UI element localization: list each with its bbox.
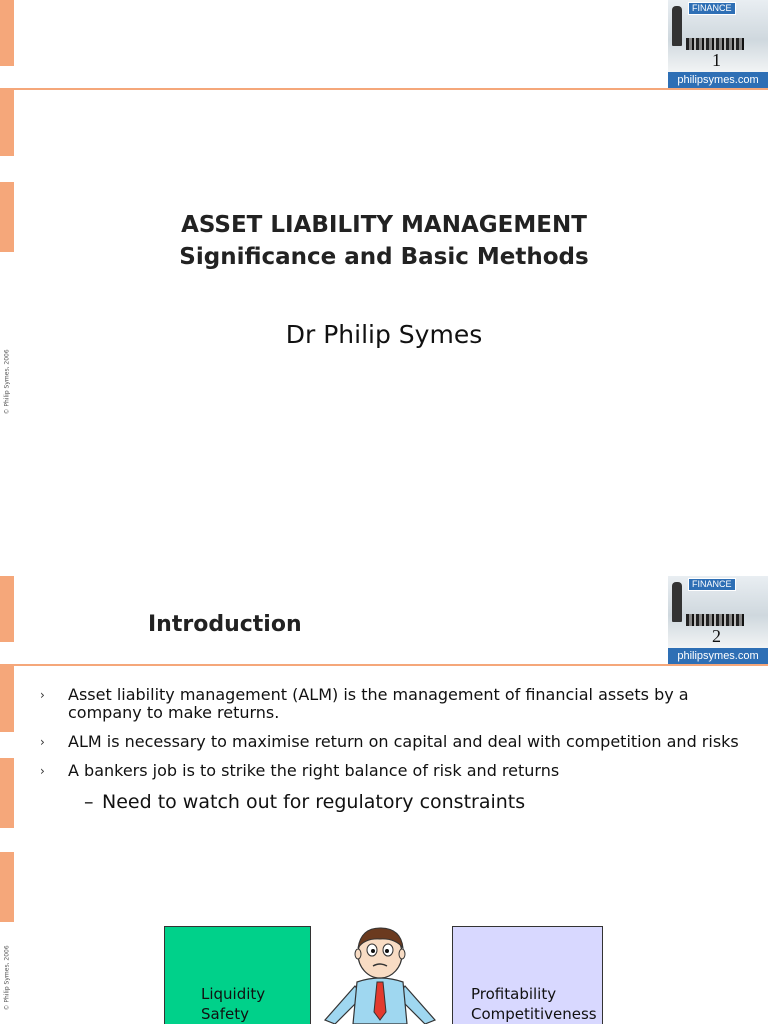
chevron-right-icon: › (40, 764, 45, 778)
box-label: Profitability (471, 985, 557, 1003)
sub-bullet-text: Need to watch out for regulatory constraints (102, 791, 526, 813)
dash-icon: – (84, 791, 94, 813)
sub-bullet (40, 791, 740, 813)
banker-figure-icon (315, 924, 445, 1024)
logo (668, 0, 768, 88)
chevron-right-icon: › (40, 688, 45, 702)
bullet-list (40, 686, 740, 813)
bullet-item (40, 762, 740, 780)
box-label: Safety (201, 1005, 249, 1023)
bullet-text: Asset liability management (ALM) is the management of financial assets by a company to make returns. (68, 685, 689, 722)
slide-subtitle: Significance and Basic Methods (179, 244, 589, 270)
slide-number: 2 (712, 626, 721, 646)
slide-2 (0, 576, 768, 1024)
liquidity-box (164, 926, 311, 1024)
logo-badge: FINANCE (688, 2, 736, 15)
slide-title: ASSET LIABILITY MANAGEMENT (181, 212, 587, 238)
slide-heading: Introduction (148, 612, 302, 637)
slide-number: 1 (712, 50, 721, 70)
header-rule (14, 88, 768, 90)
left-sidebar (0, 576, 14, 1024)
bullet-text: ALM is necessary to maximise return on capital and deal with competition and risks (68, 732, 739, 751)
chevron-right-icon: › (40, 735, 45, 749)
copyright-text: © Philip Symes, 2006 (3, 349, 11, 415)
bullet-text: A bankers job is to strike the right balance of risk and returns (68, 761, 560, 780)
copyright-text: © Philip Symes, 2006 (3, 945, 11, 1011)
author-name: Dr Philip Symes (285, 320, 483, 349)
logo-badge: FINANCE (688, 578, 736, 591)
logo (668, 576, 768, 664)
left-sidebar (0, 0, 14, 576)
profitability-box (452, 926, 603, 1024)
bullet-item (40, 733, 740, 751)
box-label: Competitiveness (471, 1005, 597, 1023)
logo-url: philipsymes.com (668, 648, 768, 664)
box-label: Liquidity (201, 985, 266, 1003)
header-rule (14, 664, 768, 666)
bullet-item (40, 686, 740, 722)
logo-url: philipsymes.com (668, 72, 768, 88)
